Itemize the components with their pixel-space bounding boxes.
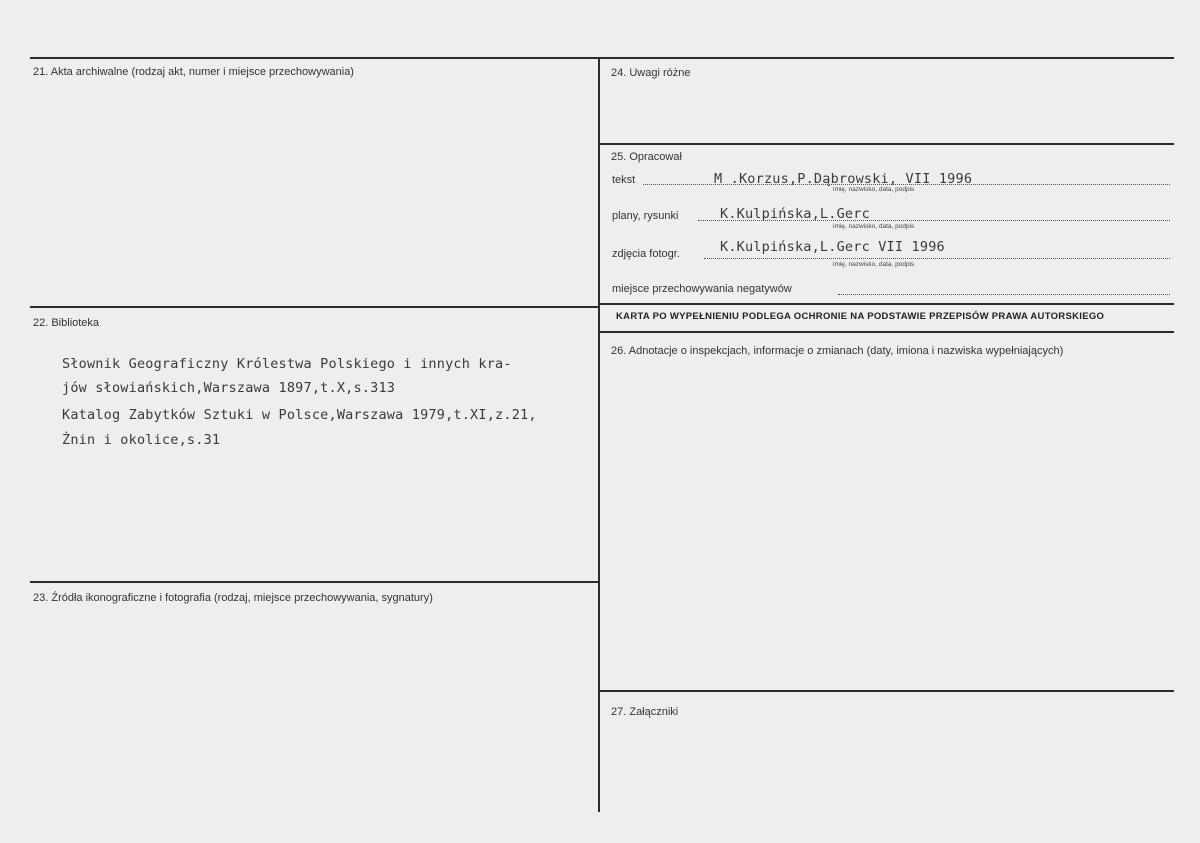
negatives-label: miejsce przechowywania negatywów [612, 283, 792, 295]
bibliography-line-3: Katalog Zabytków Sztuki w Polsce,Warszawa 1979,t.XI,z.21, [62, 407, 537, 423]
bibliography-line-4: Żnin i okolice,s.31 [62, 432, 221, 448]
rule-25-notice [599, 303, 1174, 305]
rule-notice-26 [599, 331, 1174, 333]
row-plany-label: plany, rysunki [612, 210, 679, 222]
row-zdjecia-line [704, 258, 1170, 259]
top-rule [30, 57, 1174, 59]
rule-22-23 [30, 581, 599, 583]
section-27-label: 27. Załączniki [611, 706, 679, 718]
rule-24-25 [599, 143, 1174, 145]
row-tekst-label: tekst [612, 174, 636, 186]
row-zdjecia-label: zdjęcia fotogr. [612, 248, 680, 260]
bibliography-line-2: jów słowiańskich,Warszawa 1897,t.X,s.313 [62, 380, 396, 396]
section-21-label: 21. Akta archiwalne (rodzaj akt, numer i miejsce przechowywania) [33, 66, 354, 78]
row-zdjecia-value: K.Kulpińska,L.Gerc VII 1996 [720, 239, 945, 255]
row-tekst-value: M .Korzus,P.Dąbrowski, VII 1996 [714, 171, 973, 187]
row-zdjecia-hint: imię, nazwisko, data, podpis [833, 261, 915, 268]
section-24-label: 24. Uwagi różne [611, 67, 691, 79]
column-divider [598, 57, 600, 812]
bibliography-line-1: Słownik Geograficzny Królestwa Polskiego i innych kra- [62, 356, 512, 372]
row-plany-hint: imię, nazwisko, data, podpis [833, 223, 915, 230]
section-25-label: 25. Opracował [611, 151, 682, 163]
negatives-line [838, 294, 1170, 295]
copyright-notice: KARTA PO WYPEŁNIENIU PODLEGA OCHRONIE NA PODSTAWIE PRZEPISÓW PRAWA AUTORSKIEGO [616, 311, 1105, 322]
rule-21-22 [30, 306, 599, 308]
row-plany-value: K.Kulpińska,L.Gerc [720, 206, 870, 222]
row-tekst-hint: imię, nazwisko, data, podpis [833, 186, 915, 193]
section-22-label: 22. Biblioteka [33, 317, 100, 329]
section-23-label: 23. Źródła ikonograficzne i fotografia (rodzaj, miejsce przechowywania, sygnatury) [33, 592, 433, 604]
section-26-label: 26. Adnotacje o inspekcjach, informacje o zmianach (daty, imiona i nazwiska wypełniających) [611, 345, 1064, 357]
rule-26-27 [599, 690, 1174, 692]
